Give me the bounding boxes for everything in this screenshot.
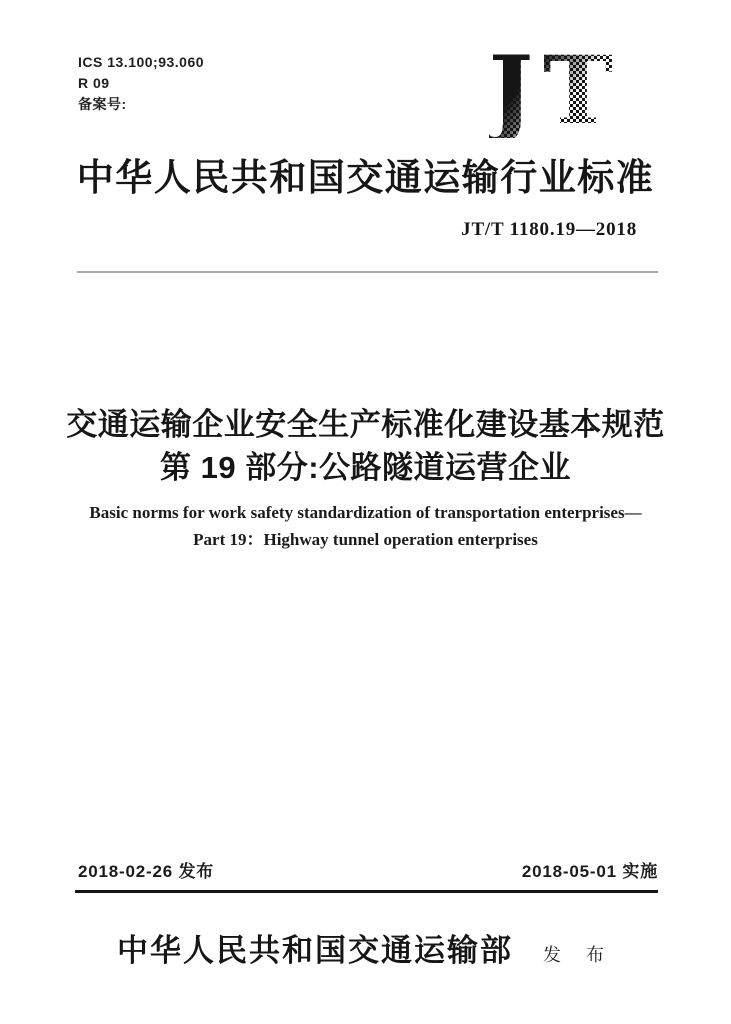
publisher-row xyxy=(0,930,731,972)
english-title-line1: Basic norms for work safety standardization of transportation enterprises— xyxy=(89,503,642,522)
document-title-line2: 第 19 部分:公路隧道运营企业 xyxy=(159,450,572,485)
footer-divider-line xyxy=(75,890,658,893)
dates-row xyxy=(78,860,658,884)
standard-header-title: 中华人民共和国交通运输行业标准 xyxy=(76,158,655,199)
document-title-english xyxy=(0,499,731,553)
header-divider-line xyxy=(77,271,658,273)
standard-number: JT/T 1180.19—2018 xyxy=(461,219,637,240)
implementation-date: 2018-05-01 实施 xyxy=(521,862,658,881)
doc-class-code: R 09 xyxy=(78,75,110,91)
ics-code: ICS 13.100;93.060 xyxy=(78,54,205,70)
publisher-name: 中华人民共和国交通运输部 xyxy=(116,933,513,968)
ics-block xyxy=(78,52,204,115)
jt-logo: JT xyxy=(488,36,623,146)
document-title-chinese xyxy=(0,403,731,489)
publish-label: 发 布 xyxy=(542,945,614,965)
issue-date: 2018-02-26 发布 xyxy=(78,862,215,881)
document-title-line1: 交通运输企业安全生产标准化建设基本规范 xyxy=(66,407,665,442)
english-title-line2: Part 19：Highway tunnel operation enterprises xyxy=(193,530,538,549)
record-number-label: 备案号: xyxy=(78,96,127,112)
